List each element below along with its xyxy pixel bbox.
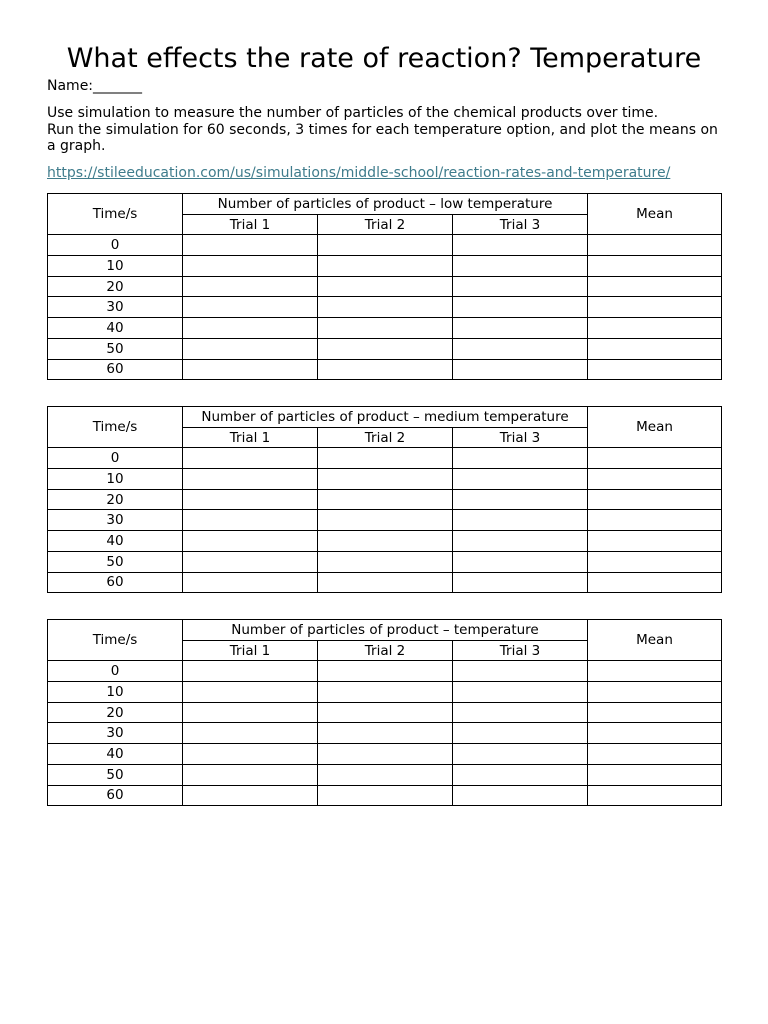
trial-3-cell[interactable] xyxy=(453,276,588,297)
group-header: Number of particles of product – temperature xyxy=(183,620,588,641)
mean-header: Mean xyxy=(588,194,722,235)
page-title: What effects the rate of reaction? Temperature xyxy=(66,43,702,74)
trial-3-cell[interactable] xyxy=(453,469,588,490)
trial-3-cell[interactable] xyxy=(453,256,588,277)
trial-1-cell[interactable] xyxy=(183,297,318,318)
time-cell: 60 xyxy=(48,785,183,806)
time-cell: 30 xyxy=(48,297,183,318)
table-row xyxy=(48,572,722,593)
trial-3-cell[interactable] xyxy=(453,359,588,380)
trial-2-cell[interactable] xyxy=(318,661,453,682)
time-cell: 40 xyxy=(48,318,183,339)
time-cell: 20 xyxy=(48,489,183,510)
table-row xyxy=(48,489,722,510)
time-cell: 0 xyxy=(48,235,183,256)
trial-3-cell[interactable] xyxy=(453,448,588,469)
trial-1-cell[interactable] xyxy=(183,235,318,256)
trial-1-cell[interactable] xyxy=(183,723,318,744)
instructions xyxy=(47,105,727,155)
trial-2-cell[interactable] xyxy=(318,510,453,531)
name-field[interactable]: Name:_______ xyxy=(47,78,143,94)
table-row xyxy=(48,702,722,723)
trial-3-cell[interactable] xyxy=(453,318,588,339)
table-row xyxy=(48,318,722,339)
mean-cell[interactable] xyxy=(588,744,722,765)
trial-3-header: Trial 3 xyxy=(453,214,588,235)
mean-cell[interactable] xyxy=(588,531,722,552)
trial-2-cell[interactable] xyxy=(318,785,453,806)
trial-2-header: Trial 2 xyxy=(318,640,453,661)
trial-3-cell[interactable] xyxy=(453,297,588,318)
trial-2-cell[interactable] xyxy=(318,764,453,785)
mean-header: Mean xyxy=(588,620,722,661)
trial-2-cell[interactable] xyxy=(318,448,453,469)
trial-2-cell[interactable] xyxy=(318,551,453,572)
trial-2-cell[interactable] xyxy=(318,723,453,744)
trial-3-cell[interactable] xyxy=(453,702,588,723)
trial-1-cell[interactable] xyxy=(183,338,318,359)
table-row xyxy=(48,723,722,744)
trial-3-cell[interactable] xyxy=(453,744,588,765)
trial-3-cell[interactable] xyxy=(453,489,588,510)
time-header: Time/s xyxy=(48,407,183,448)
table-header-row xyxy=(48,407,722,428)
mean-cell[interactable] xyxy=(588,723,722,744)
trial-3-cell[interactable] xyxy=(453,551,588,572)
trial-1-cell[interactable] xyxy=(183,489,318,510)
mean-cell[interactable] xyxy=(588,785,722,806)
mean-cell[interactable] xyxy=(588,702,722,723)
mean-cell[interactable] xyxy=(588,297,722,318)
time-cell: 20 xyxy=(48,276,183,297)
trial-3-cell[interactable] xyxy=(453,235,588,256)
time-cell: 20 xyxy=(48,702,183,723)
table-row xyxy=(48,551,722,572)
time-cell: 0 xyxy=(48,661,183,682)
table-row xyxy=(48,785,722,806)
trial-2-cell[interactable] xyxy=(318,276,453,297)
trial-2-cell[interactable] xyxy=(318,744,453,765)
mean-cell[interactable] xyxy=(588,359,722,380)
table-row xyxy=(48,764,722,785)
time-cell: 30 xyxy=(48,723,183,744)
time-cell: 60 xyxy=(48,572,183,593)
trial-2-cell[interactable] xyxy=(318,256,453,277)
trial-1-cell[interactable] xyxy=(183,572,318,593)
trial-1-cell[interactable] xyxy=(183,531,318,552)
trial-1-header: Trial 1 xyxy=(183,214,318,235)
time-cell: 50 xyxy=(48,338,183,359)
trial-2-cell[interactable] xyxy=(318,318,453,339)
table-row xyxy=(48,297,722,318)
trial-2-cell[interactable] xyxy=(318,235,453,256)
trial-2-cell[interactable] xyxy=(318,297,453,318)
trial-2-cell[interactable] xyxy=(318,702,453,723)
instruction-line-2: Run the simulation for 60 seconds, 3 times for each temperature option, and plot the means on a graph. xyxy=(47,121,718,154)
trial-1-cell[interactable] xyxy=(183,256,318,277)
trial-3-cell[interactable] xyxy=(453,531,588,552)
time-cell: 40 xyxy=(48,531,183,552)
trial-1-cell[interactable] xyxy=(183,744,318,765)
table-row xyxy=(48,359,722,380)
trial-1-cell[interactable] xyxy=(183,702,318,723)
trial-3-header: Trial 3 xyxy=(453,640,588,661)
trial-1-cell[interactable] xyxy=(183,764,318,785)
trial-1-header: Trial 1 xyxy=(183,640,318,661)
mean-cell[interactable] xyxy=(588,276,722,297)
time-cell: 40 xyxy=(48,744,183,765)
trial-2-cell[interactable] xyxy=(318,469,453,490)
trial-2-cell[interactable] xyxy=(318,531,453,552)
trial-1-cell[interactable] xyxy=(183,276,318,297)
trial-2-cell[interactable] xyxy=(318,338,453,359)
group-header: Number of particles of product – low temperature xyxy=(183,194,588,215)
trial-1-cell[interactable] xyxy=(183,318,318,339)
data-table-medium-temperature xyxy=(47,406,722,593)
trial-3-cell[interactable] xyxy=(453,723,588,744)
mean-cell[interactable] xyxy=(588,764,722,785)
data-table-low-temperature xyxy=(47,193,722,380)
table-row xyxy=(48,338,722,359)
table-row xyxy=(48,448,722,469)
simulation-link[interactable]: https://stileeducation.com/us/simulations/middle-school/reaction-rates-and-temperature/ xyxy=(47,165,671,181)
table-row xyxy=(48,256,722,277)
mean-cell[interactable] xyxy=(588,235,722,256)
trial-2-header: Trial 2 xyxy=(318,427,453,448)
time-cell: 50 xyxy=(48,764,183,785)
mean-cell[interactable] xyxy=(588,256,722,277)
trial-3-cell[interactable] xyxy=(453,764,588,785)
table-row xyxy=(48,682,722,703)
time-cell: 10 xyxy=(48,256,183,277)
trial-1-header: Trial 1 xyxy=(183,427,318,448)
table-row xyxy=(48,276,722,297)
table-row xyxy=(48,744,722,765)
time-cell: 0 xyxy=(48,448,183,469)
group-header: Number of particles of product – medium temperature xyxy=(183,407,588,428)
trial-3-cell[interactable] xyxy=(453,338,588,359)
trial-1-cell[interactable] xyxy=(183,661,318,682)
trial-2-header: Trial 2 xyxy=(318,214,453,235)
time-cell: 60 xyxy=(48,359,183,380)
trial-2-cell[interactable] xyxy=(318,572,453,593)
trial-3-cell[interactable] xyxy=(453,682,588,703)
trial-1-cell[interactable] xyxy=(183,682,318,703)
trial-2-cell[interactable] xyxy=(318,682,453,703)
mean-cell[interactable] xyxy=(588,682,722,703)
trial-3-cell[interactable] xyxy=(453,785,588,806)
data-table-temperature xyxy=(47,619,722,806)
trial-3-cell[interactable] xyxy=(453,661,588,682)
mean-cell[interactable] xyxy=(588,489,722,510)
time-cell: 50 xyxy=(48,551,183,572)
table-header-row xyxy=(48,620,722,641)
mean-cell[interactable] xyxy=(588,338,722,359)
trial-3-header: Trial 3 xyxy=(453,427,588,448)
mean-header: Mean xyxy=(588,407,722,448)
time-cell: 10 xyxy=(48,469,183,490)
trial-1-cell[interactable] xyxy=(183,448,318,469)
trial-1-cell[interactable] xyxy=(183,359,318,380)
trial-3-cell[interactable] xyxy=(453,572,588,593)
time-header: Time/s xyxy=(48,620,183,661)
mean-cell[interactable] xyxy=(588,318,722,339)
mean-cell[interactable] xyxy=(588,469,722,490)
trial-2-cell[interactable] xyxy=(318,359,453,380)
trial-1-cell[interactable] xyxy=(183,469,318,490)
mean-cell[interactable] xyxy=(588,510,722,531)
trial-1-cell[interactable] xyxy=(183,785,318,806)
time-header: Time/s xyxy=(48,194,183,235)
trial-1-cell[interactable] xyxy=(183,551,318,572)
mean-cell[interactable] xyxy=(588,448,722,469)
table-header-row xyxy=(48,194,722,215)
time-cell: 30 xyxy=(48,510,183,531)
table-row xyxy=(48,661,722,682)
mean-cell[interactable] xyxy=(588,572,722,593)
trial-1-cell[interactable] xyxy=(183,510,318,531)
trial-2-cell[interactable] xyxy=(318,489,453,510)
table-row xyxy=(48,531,722,552)
time-cell: 10 xyxy=(48,682,183,703)
mean-cell[interactable] xyxy=(588,551,722,572)
table-row xyxy=(48,510,722,531)
instruction-line-1: Use simulation to measure the number of particles of the chemical products over time. xyxy=(47,105,659,121)
table-row xyxy=(48,469,722,490)
mean-cell[interactable] xyxy=(588,661,722,682)
table-row xyxy=(48,235,722,256)
trial-3-cell[interactable] xyxy=(453,510,588,531)
